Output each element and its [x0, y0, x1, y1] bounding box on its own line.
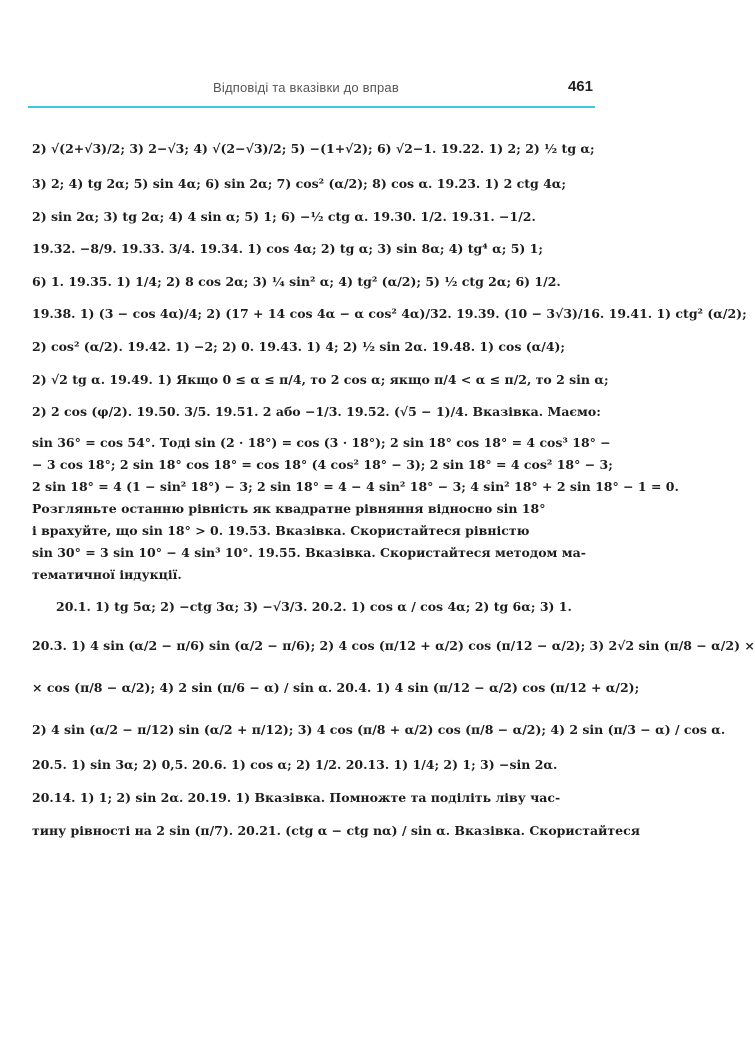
- text-line: 2) √2 tg α. 19.49. 1) Якщо 0 ≤ α ≤ π/4, то 2 cos α; якщо π/4 < α ≤ π/2, то 2 sin α;: [32, 371, 609, 387]
- text-line: тематичної індукції.: [32, 566, 182, 582]
- text-line: Розгляньте останню рівність як квадратне рівняння відносно sin 18°: [32, 500, 546, 516]
- page-number: 461: [567, 78, 593, 95]
- text-line: і врахуйте, що sin 18° > 0. 19.53. Вказівка. Скористайтеся рівністю: [32, 522, 530, 538]
- text-line: 20.1. 1) tg 5α; 2) −ctg 3α; 3) −√3/3. 20.2. 1) cos α / cos 4α; 2) tg 6α; 3) 1.: [56, 598, 572, 614]
- text-line: − 3 cos 18°; 2 sin 18° cos 18° = cos 18° (4 cos² 18° − 3); 2 sin 18° = 4 cos² 18° − 3;: [32, 456, 613, 472]
- text-line: 6) 1. 19.35. 1) 1/4; 2) 8 cos 2α; 3) ¼ sin² α; 4) tg² (α/2); 5) ½ ctg 2α; 6) 1/2.: [32, 273, 561, 289]
- running-header: [28, 76, 595, 108]
- text-line: 20.14. 1) 1; 2) sin 2α. 20.19. 1) Вказівка. Помножте та поділіть ліву час-: [32, 789, 561, 805]
- text-line: 2) 4 sin (α/2 − π/12) sin (α/2 + π/12); 3) 4 cos (π/8 + α/2) cos (π/8 − α/2); 4) 2 sin (π/3 − α) / cos α.: [32, 722, 726, 738]
- text-line: 2) cos² (α/2). 19.42. 1) −2; 2) 0. 19.43. 1) 4; 2) ½ sin 2α. 19.48. 1) cos (α/4);: [32, 338, 566, 354]
- text-line: 20.3. 1) 4 sin (α/2 − π/6) sin (α/2 − π/6); 2) 4 cos (π/12 + α/2) cos (π/12 − α/2); 3) 2√2 sin (π/8 − α/2) ×: [32, 638, 755, 654]
- text-line: 19.38. 1) (3 − cos 4α)/4; 2) (17 + 14 cos 4α − α cos² 4α)/32. 19.39. (10 − 3√3)/16. 19.41. 1) ctg² (α/2);: [32, 306, 747, 322]
- text-line: 2) sin 2α; 3) tg 2α; 4) 4 sin α; 5) 1; 6) −½ ctg α. 19.30. 1/2. 19.31. −1/2.: [32, 208, 536, 224]
- text-line: 2 sin 18° = 4 (1 − sin² 18°) − 3; 2 sin 18° = 4 − 4 sin² 18° − 3; 4 sin² 18° + 2 sin 18° − 1 = 0.: [32, 478, 679, 494]
- text-line: 20.5. 1) sin 3α; 2) 0,5. 20.6. 1) cos α; 2) 1/2. 20.13. 1) 1/4; 2) 1; 3) −sin 2α.: [32, 757, 558, 773]
- text-line: 3) 2; 4) tg 2α; 5) sin 4α; 6) sin 2α; 7) cos² (α/2); 8) cos α. 19.23. 1) 2 ctg 4α;: [32, 176, 567, 191]
- text-line: 2) 2 cos (φ/2). 19.50. 3/5. 19.51. 2 або −1/3. 19.52. (√5 − 1)/4. Вказівка. Маємо:: [32, 404, 601, 420]
- text-line: sin 30° = 3 sin 10° − 4 sin³ 10°. 19.55. Вказівка. Скористайтеся методом ма-: [32, 544, 586, 560]
- text-line: тину рівності на 2 sin (π/7). 20.21. (ctg α − ctg nα) / sin α. Вказівка. Скористайтеся: [32, 822, 640, 838]
- text-line: × cos (π/8 − α/2); 4) 2 sin (π/6 − α) / sin α. 20.4. 1) 4 sin (π/12 − α/2) cos (π/12 + α/2);: [32, 680, 640, 696]
- text-line: sin 36° = cos 54°. Тоді sin (2 · 18°) = cos (3 · 18°); 2 sin 18° cos 18° = 4 cos³ 18° −: [32, 434, 611, 450]
- header-title: Відповіді та вказівки до вправ: [213, 80, 399, 95]
- text-line: 19.32. −8/9. 19.33. 3/4. 19.34. 1) cos 4α; 2) tg α; 3) sin 8α; 4) tg⁴ α; 5) 1;: [32, 241, 543, 257]
- answers-text: [32, 130, 755, 851]
- text-line: 2) √(2+√3)/2; 3) 2−√3; 4) √(2−√3)/2; 5) −(1+√2); 6) √2−1. 19.22. 1) 2; 2) ½ tg α;: [32, 141, 595, 156]
